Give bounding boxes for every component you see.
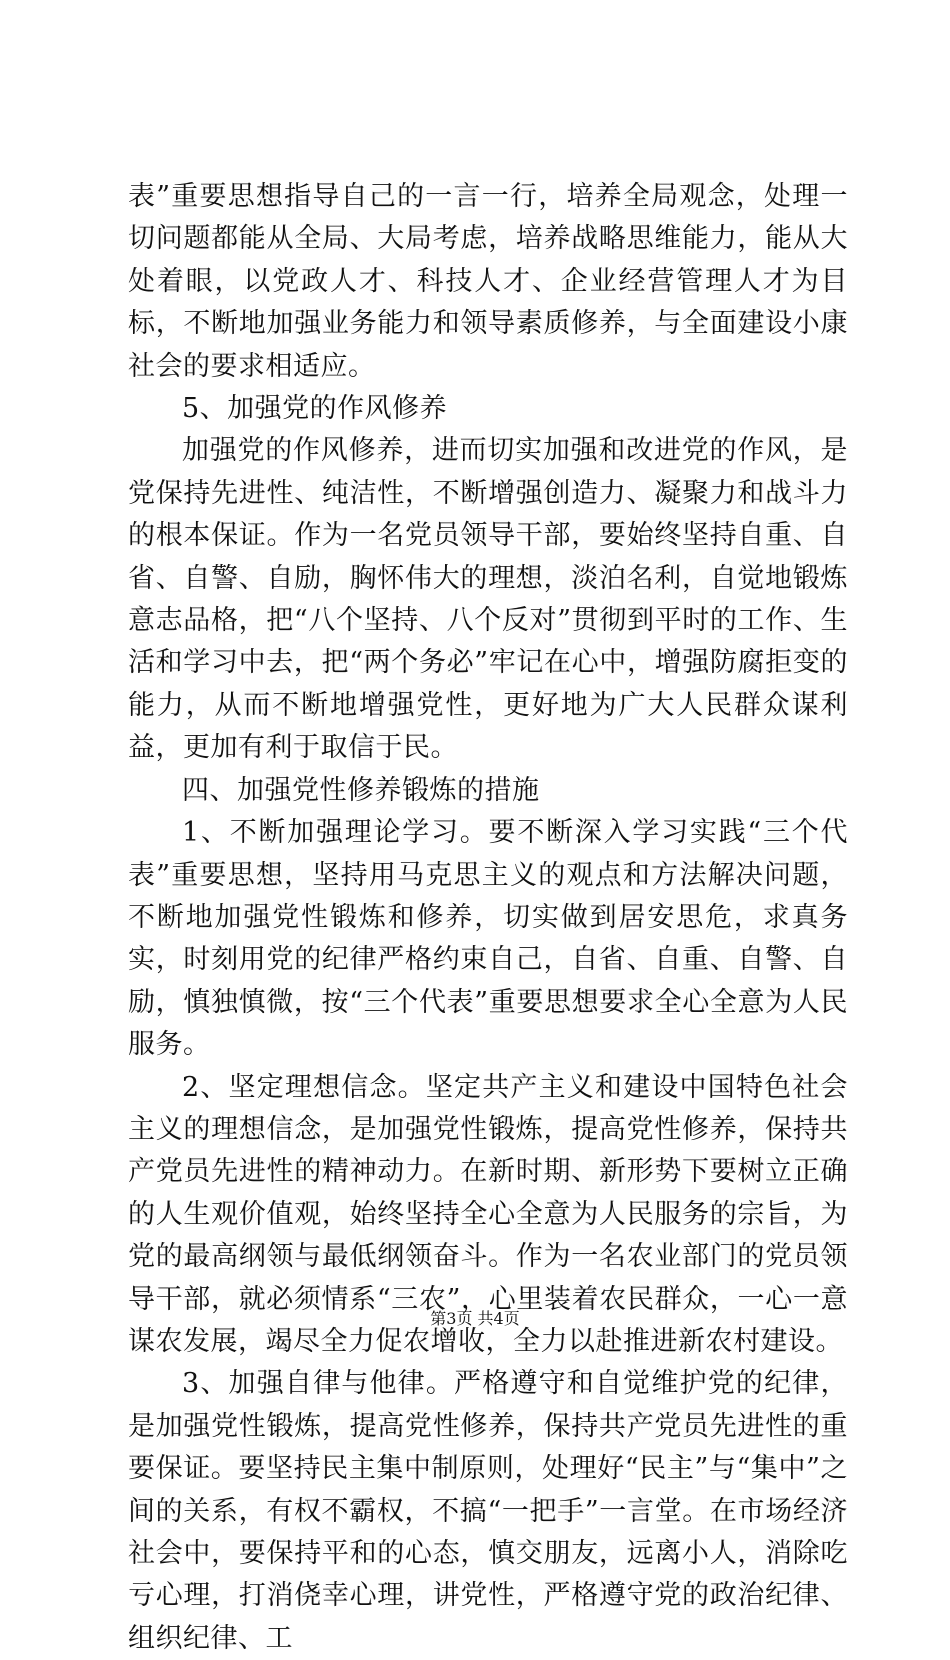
section-heading-four: 四、加强党性修养锻炼的措施 — [182, 774, 540, 806]
paragraph-work-style: 加强党的作风修养，进而切实加强和改进党的作风，是党保持先进性、纯洁性，不断增强创造力、凝聚力和战斗力的根本保证。作为一名党员领导干部，要始终坚持自重、自省、自警、自励，胸怀伟大的理想，淡泊名利，自觉地锻炼意志品格，把“八个坚持、八个反对”贯彻到平时的工作、生活和学习中去，把“两个务必”牢记在心中，增强防腐拒变的能力，从而不断地增强党性，更好地为广大人民群众谋利益，更加有利于取信于民。 — [128, 435, 848, 764]
page-footer: 第3页 共4页 — [430, 1309, 520, 1328]
paragraph-continuation: 表”重要思想指导自己的一言一行，培养全局观念，处理一切问题都能从全局、大局考虑，培养战略思维能力，能从大处着眼，以党政人才、科技人才、企业经营管理人才为目标，不断地加强业务能力和领导素质修养，与全面建设小康社会的要求相适应。 — [128, 181, 848, 382]
document-body — [128, 176, 848, 1660]
paragraph-self-discipline: 3、加强自律与他律。严格遵守和自觉维护党的纪律，是加强党性锻炼，提高党性修养，保持共产党员先进性的重要保证。要坚持民主集中制原则，处理好“民主”与“集中”之间的关系，有权不霸权，不搞“一把手”一言堂。在市场经济社会中，要保持平和的心态，慎交朋友，远离小人，消除吃亏心理，打消侥幸心理，讲党性，严格遵守党的政治纪律、组织纪律、工 — [128, 1368, 848, 1654]
paragraph-theory-study: 1、不断加强理论学习。要不断深入学习实践“三个代表”重要思想，坚持用马克思主义的观点和方法解决问题，不断地加强党性锻炼和修养，切实做到居安思危，求真务实，时刻用党的纪律严格约束自己，自省、自重、自警、自励，慎独慎微，按“三个代表”重要思想要求全心全意为人民服务。 — [128, 817, 848, 1061]
paragraph-ideals-beliefs: 2、坚定理想信念。坚定共产主义和建设中国特色社会主义的理想信念，是加强党性锻炼，提高党性修养，保持共产党员先进性的精神动力。在新时期、新形势下要树立正确的人生观价值观，始终坚持全心全意为人民服务的宗旨，为党的最高纲领与最低纲领奋斗。作为一名农业部门的党员领导干部，就必须情系“三农”，心里装着农民群众，一心一意谋农发展，竭尽全力促农增收，全力以赴推进新农村建设。 — [128, 1071, 848, 1357]
section-heading-5: 5、加强党的作风修养 — [182, 393, 448, 425]
